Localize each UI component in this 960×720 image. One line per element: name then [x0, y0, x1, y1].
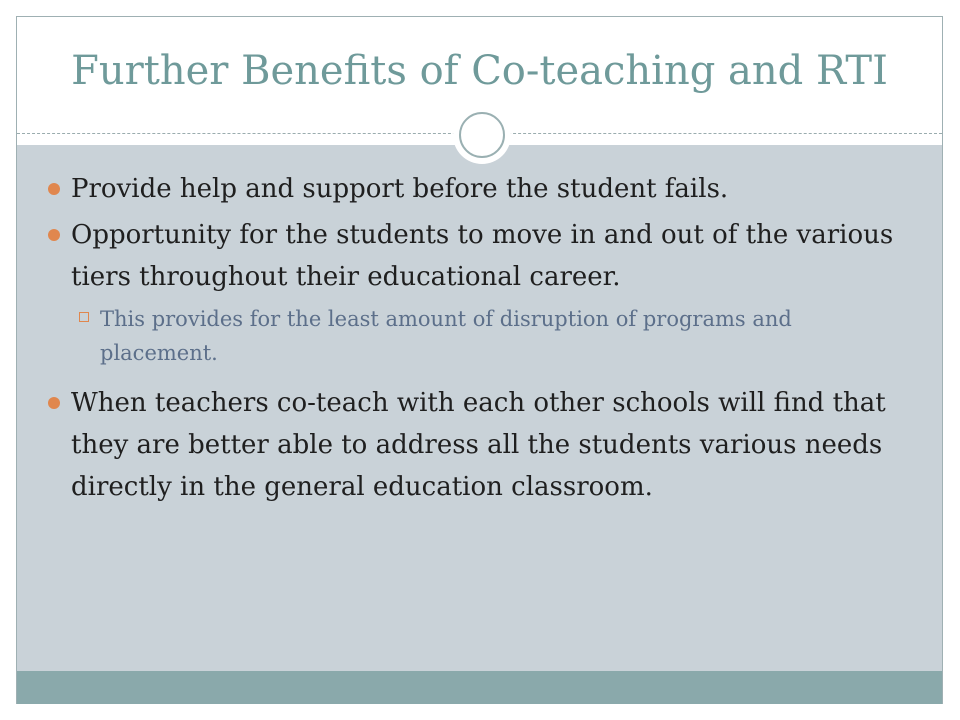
bullet-dot-icon — [48, 397, 60, 409]
sub-bullet-item — [48, 302, 908, 370]
bullet-text: When teachers co-teach with each other schools will find that they are better able to address all the students various needs directly in the general education classroom. — [71, 388, 886, 502]
square-bullet-icon — [79, 312, 89, 322]
slide-title: Further Benefits of Co-teaching and RTI — [71, 48, 888, 94]
bullet-item — [48, 168, 908, 210]
bullet-dot-icon — [48, 229, 60, 241]
circle-ring-icon — [459, 112, 505, 158]
footer-band — [17, 671, 942, 704]
bullet-list — [48, 168, 908, 512]
bullet-text: Provide help and support before the student fails. — [71, 174, 729, 204]
bullet-dot-icon — [48, 183, 60, 195]
circle-ornament-icon — [453, 106, 511, 164]
bullet-item — [48, 214, 908, 298]
bullet-text: Opportunity for the students to move in and out of the various tiers throughout their educational career. — [71, 220, 894, 292]
sub-bullet-text: This provides for the least amount of disruption of programs and placement. — [100, 307, 792, 365]
bullet-item — [48, 382, 908, 508]
